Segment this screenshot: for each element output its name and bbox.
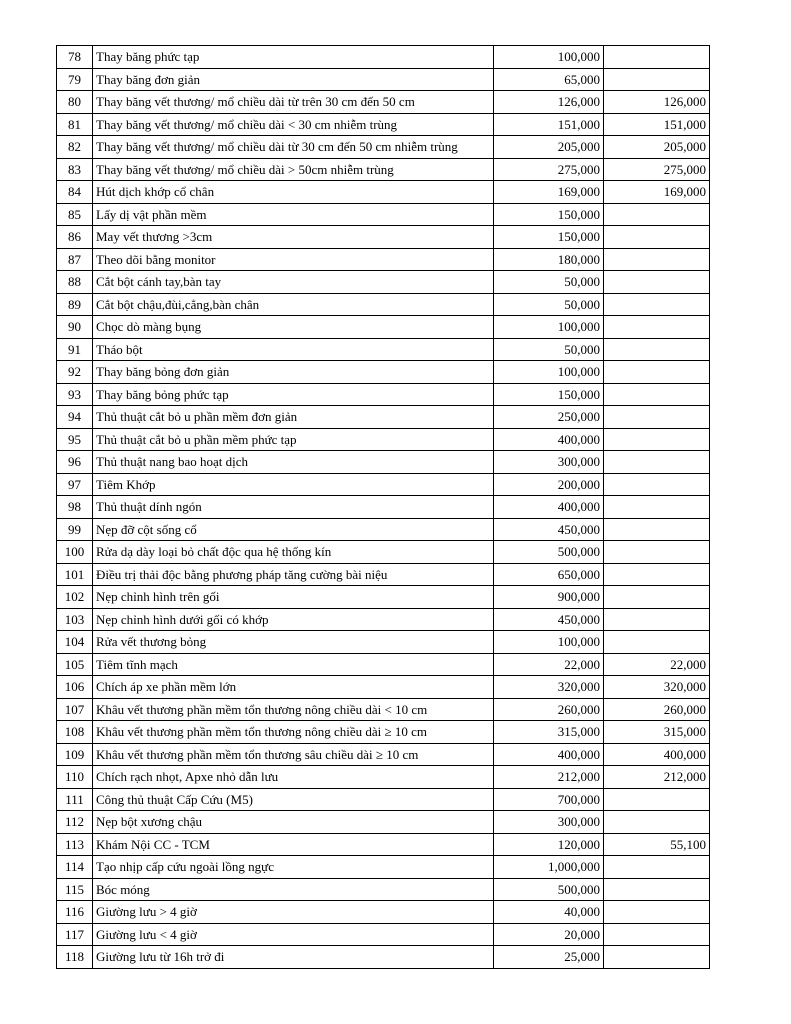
insurance-price-cell (604, 878, 710, 901)
service-name: Nẹp chỉnh hình dưới gối có khớp (93, 608, 494, 631)
service-name: Giường lưu từ 16h trở đi (93, 946, 494, 969)
table-row (57, 338, 710, 361)
table-row (57, 743, 710, 766)
price-cell: 151,000 (494, 113, 604, 136)
price-cell: 300,000 (494, 811, 604, 834)
service-name: Thủ thuật nang bao hoạt dịch (93, 451, 494, 474)
price-cell: 40,000 (494, 901, 604, 924)
price-cell: 100,000 (494, 631, 604, 654)
service-name: Tạo nhịp cấp cứu ngoài lồng ngực (93, 856, 494, 879)
insurance-price-cell: 320,000 (604, 676, 710, 699)
service-name: Tiêm tĩnh mạch (93, 653, 494, 676)
row-number: 85 (57, 203, 93, 226)
service-name: Thay băng bỏng đơn giản (93, 361, 494, 384)
service-name: Cắt bột chậu,đùi,cẳng,bàn chân (93, 293, 494, 316)
insurance-price-cell (604, 271, 710, 294)
insurance-price-cell (604, 293, 710, 316)
insurance-price-cell (604, 788, 710, 811)
insurance-price-cell: 55,100 (604, 833, 710, 856)
row-number: 118 (57, 946, 93, 969)
insurance-price-cell: 205,000 (604, 136, 710, 159)
service-name: Thủ thuật cắt bỏ u phần mềm đơn giản (93, 406, 494, 429)
price-cell: 200,000 (494, 473, 604, 496)
row-number: 115 (57, 878, 93, 901)
insurance-price-cell: 400,000 (604, 743, 710, 766)
service-name: Lấy dị vật phần mềm (93, 203, 494, 226)
table-row (57, 563, 710, 586)
fee-table (56, 45, 710, 969)
insurance-price-cell (604, 608, 710, 631)
insurance-price-cell: 275,000 (604, 158, 710, 181)
service-name: Công thủ thuật Cấp Cứu (M5) (93, 788, 494, 811)
service-name: Tiêm Khớp (93, 473, 494, 496)
service-name: Thủ thuật dính ngón (93, 496, 494, 519)
insurance-price-cell: 169,000 (604, 181, 710, 204)
insurance-price-cell: 151,000 (604, 113, 710, 136)
row-number: 112 (57, 811, 93, 834)
row-number: 89 (57, 293, 93, 316)
row-number: 87 (57, 248, 93, 271)
service-name: Chích áp xe phần mềm lớn (93, 676, 494, 699)
table-row (57, 158, 710, 181)
row-number: 82 (57, 136, 93, 159)
price-cell: 450,000 (494, 518, 604, 541)
price-cell: 450,000 (494, 608, 604, 631)
service-name: Khám Nội CC - TCM (93, 833, 494, 856)
insurance-price-cell (604, 856, 710, 879)
row-number: 90 (57, 316, 93, 339)
price-cell: 260,000 (494, 698, 604, 721)
price-cell: 315,000 (494, 721, 604, 744)
price-cell: 400,000 (494, 428, 604, 451)
price-cell: 500,000 (494, 878, 604, 901)
service-name: Khâu vết thương phần mềm tổn thương nông chiều dài < 10 cm (93, 698, 494, 721)
insurance-price-cell (604, 248, 710, 271)
row-number: 111 (57, 788, 93, 811)
table-row (57, 878, 710, 901)
service-name: Giường lưu > 4 giờ (93, 901, 494, 924)
price-cell: 100,000 (494, 46, 604, 69)
row-number: 113 (57, 833, 93, 856)
service-name: Thay băng đơn giản (93, 68, 494, 91)
price-cell: 400,000 (494, 743, 604, 766)
fee-table-body (57, 46, 710, 969)
row-number: 117 (57, 923, 93, 946)
insurance-price-cell (604, 496, 710, 519)
insurance-price-cell (604, 406, 710, 429)
insurance-price-cell (604, 428, 710, 451)
service-name: Rửa vết thương bỏng (93, 631, 494, 654)
row-number: 114 (57, 856, 93, 879)
row-number: 107 (57, 698, 93, 721)
table-row (57, 293, 710, 316)
insurance-price-cell (604, 631, 710, 654)
price-cell: 150,000 (494, 203, 604, 226)
insurance-price-cell (604, 923, 710, 946)
row-number: 93 (57, 383, 93, 406)
table-row (57, 923, 710, 946)
insurance-price-cell: 315,000 (604, 721, 710, 744)
row-number: 95 (57, 428, 93, 451)
price-cell: 20,000 (494, 923, 604, 946)
table-row (57, 361, 710, 384)
table-row (57, 316, 710, 339)
service-name: Khâu vết thương phần mềm tổn thương sâu chiều dài ≥ 10 cm (93, 743, 494, 766)
table-row (57, 788, 710, 811)
table-row (57, 811, 710, 834)
insurance-price-cell (604, 451, 710, 474)
table-row (57, 91, 710, 114)
row-number: 104 (57, 631, 93, 654)
table-row (57, 766, 710, 789)
insurance-price-cell (604, 541, 710, 564)
row-number: 81 (57, 113, 93, 136)
service-name: Hút dịch khớp cổ chân (93, 181, 494, 204)
table-row (57, 856, 710, 879)
row-number: 102 (57, 586, 93, 609)
insurance-price-cell (604, 203, 710, 226)
table-row (57, 428, 710, 451)
service-name: Thay băng vết thương/ mổ chiều dài từ trên 30 cm đến 50 cm (93, 91, 494, 114)
table-row (57, 946, 710, 969)
service-name: Rửa dạ dày loại bỏ chất độc qua hệ thống kín (93, 541, 494, 564)
row-number: 106 (57, 676, 93, 699)
table-row (57, 698, 710, 721)
insurance-price-cell (604, 361, 710, 384)
table-row (57, 676, 710, 699)
row-number: 96 (57, 451, 93, 474)
service-name: May vết thương >3cm (93, 226, 494, 249)
row-number: 110 (57, 766, 93, 789)
service-name: Giường lưu < 4 giờ (93, 923, 494, 946)
service-name: Thay băng vết thương/ mổ chiều dài từ 30 cm đến 50 cm nhiễm trùng (93, 136, 494, 159)
insurance-price-cell (604, 383, 710, 406)
insurance-price-cell (604, 316, 710, 339)
table-row (57, 451, 710, 474)
insurance-price-cell (604, 68, 710, 91)
service-name: Bóc móng (93, 878, 494, 901)
price-cell: 22,000 (494, 653, 604, 676)
price-cell: 650,000 (494, 563, 604, 586)
insurance-price-cell (604, 226, 710, 249)
price-cell: 205,000 (494, 136, 604, 159)
price-cell: 50,000 (494, 338, 604, 361)
table-row (57, 496, 710, 519)
row-number: 88 (57, 271, 93, 294)
insurance-price-cell (604, 811, 710, 834)
table-row (57, 248, 710, 271)
table-row (57, 271, 710, 294)
service-name: Thủ thuật cắt bỏ u phần mềm phức tạp (93, 428, 494, 451)
table-row (57, 46, 710, 69)
row-number: 84 (57, 181, 93, 204)
table-row (57, 68, 710, 91)
service-name: Nẹp đỡ cột sống cổ (93, 518, 494, 541)
table-row (57, 653, 710, 676)
table-row (57, 181, 710, 204)
price-cell: 1,000,000 (494, 856, 604, 879)
service-name: Cắt bột cánh tay,bàn tay (93, 271, 494, 294)
price-cell: 100,000 (494, 361, 604, 384)
table-row (57, 203, 710, 226)
price-cell: 250,000 (494, 406, 604, 429)
table-row (57, 608, 710, 631)
price-cell: 50,000 (494, 271, 604, 294)
insurance-price-cell (604, 46, 710, 69)
price-cell: 150,000 (494, 383, 604, 406)
price-cell: 25,000 (494, 946, 604, 969)
insurance-price-cell (604, 586, 710, 609)
price-cell: 65,000 (494, 68, 604, 91)
service-name: Thay băng bỏng phức tạp (93, 383, 494, 406)
service-name: Thay băng phức tạp (93, 46, 494, 69)
service-name: Thay băng vết thương/ mổ chiều dài > 50cm nhiễm trùng (93, 158, 494, 181)
insurance-price-cell: 126,000 (604, 91, 710, 114)
price-cell: 169,000 (494, 181, 604, 204)
row-number: 105 (57, 653, 93, 676)
price-cell: 300,000 (494, 451, 604, 474)
row-number: 108 (57, 721, 93, 744)
row-number: 99 (57, 518, 93, 541)
service-name: Điều trị thải độc bằng phương pháp tăng cường bài niệu (93, 563, 494, 586)
table-row (57, 833, 710, 856)
row-number: 98 (57, 496, 93, 519)
price-cell: 900,000 (494, 586, 604, 609)
price-cell: 320,000 (494, 676, 604, 699)
price-cell: 500,000 (494, 541, 604, 564)
price-cell: 150,000 (494, 226, 604, 249)
row-number: 91 (57, 338, 93, 361)
table-row (57, 518, 710, 541)
price-cell: 126,000 (494, 91, 604, 114)
price-cell: 700,000 (494, 788, 604, 811)
service-name: Tháo bột (93, 338, 494, 361)
insurance-price-cell (604, 946, 710, 969)
table-row (57, 226, 710, 249)
service-name: Nẹp bột xương chậu (93, 811, 494, 834)
table-row (57, 136, 710, 159)
row-number: 80 (57, 91, 93, 114)
insurance-price-cell (604, 338, 710, 361)
price-cell: 180,000 (494, 248, 604, 271)
table-row (57, 721, 710, 744)
service-name: Khâu vết thương phần mềm tổn thương nông chiều dài ≥ 10 cm (93, 721, 494, 744)
row-number: 97 (57, 473, 93, 496)
price-cell: 50,000 (494, 293, 604, 316)
row-number: 86 (57, 226, 93, 249)
row-number: 103 (57, 608, 93, 631)
table-row (57, 113, 710, 136)
service-name: Nẹp chỉnh hình trên gối (93, 586, 494, 609)
row-number: 92 (57, 361, 93, 384)
row-number: 109 (57, 743, 93, 766)
price-cell: 275,000 (494, 158, 604, 181)
row-number: 100 (57, 541, 93, 564)
insurance-price-cell (604, 901, 710, 924)
insurance-price-cell (604, 563, 710, 586)
row-number: 94 (57, 406, 93, 429)
insurance-price-cell (604, 518, 710, 541)
table-row (57, 631, 710, 654)
table-row (57, 473, 710, 496)
service-name: Chọc dò màng bụng (93, 316, 494, 339)
table-row (57, 406, 710, 429)
service-name: Thay băng vết thương/ mổ chiều dài < 30 cm nhiễm trùng (93, 113, 494, 136)
price-cell: 400,000 (494, 496, 604, 519)
table-row (57, 541, 710, 564)
row-number: 116 (57, 901, 93, 924)
row-number: 79 (57, 68, 93, 91)
table-row (57, 586, 710, 609)
price-cell: 100,000 (494, 316, 604, 339)
insurance-price-cell: 212,000 (604, 766, 710, 789)
service-name: Chích rạch nhọt, Apxe nhỏ dẫn lưu (93, 766, 494, 789)
price-cell: 120,000 (494, 833, 604, 856)
insurance-price-cell: 22,000 (604, 653, 710, 676)
price-cell: 212,000 (494, 766, 604, 789)
row-number: 78 (57, 46, 93, 69)
service-name: Theo dõi bằng monitor (93, 248, 494, 271)
insurance-price-cell (604, 473, 710, 496)
row-number: 101 (57, 563, 93, 586)
insurance-price-cell: 260,000 (604, 698, 710, 721)
table-row (57, 901, 710, 924)
row-number: 83 (57, 158, 93, 181)
table-row (57, 383, 710, 406)
